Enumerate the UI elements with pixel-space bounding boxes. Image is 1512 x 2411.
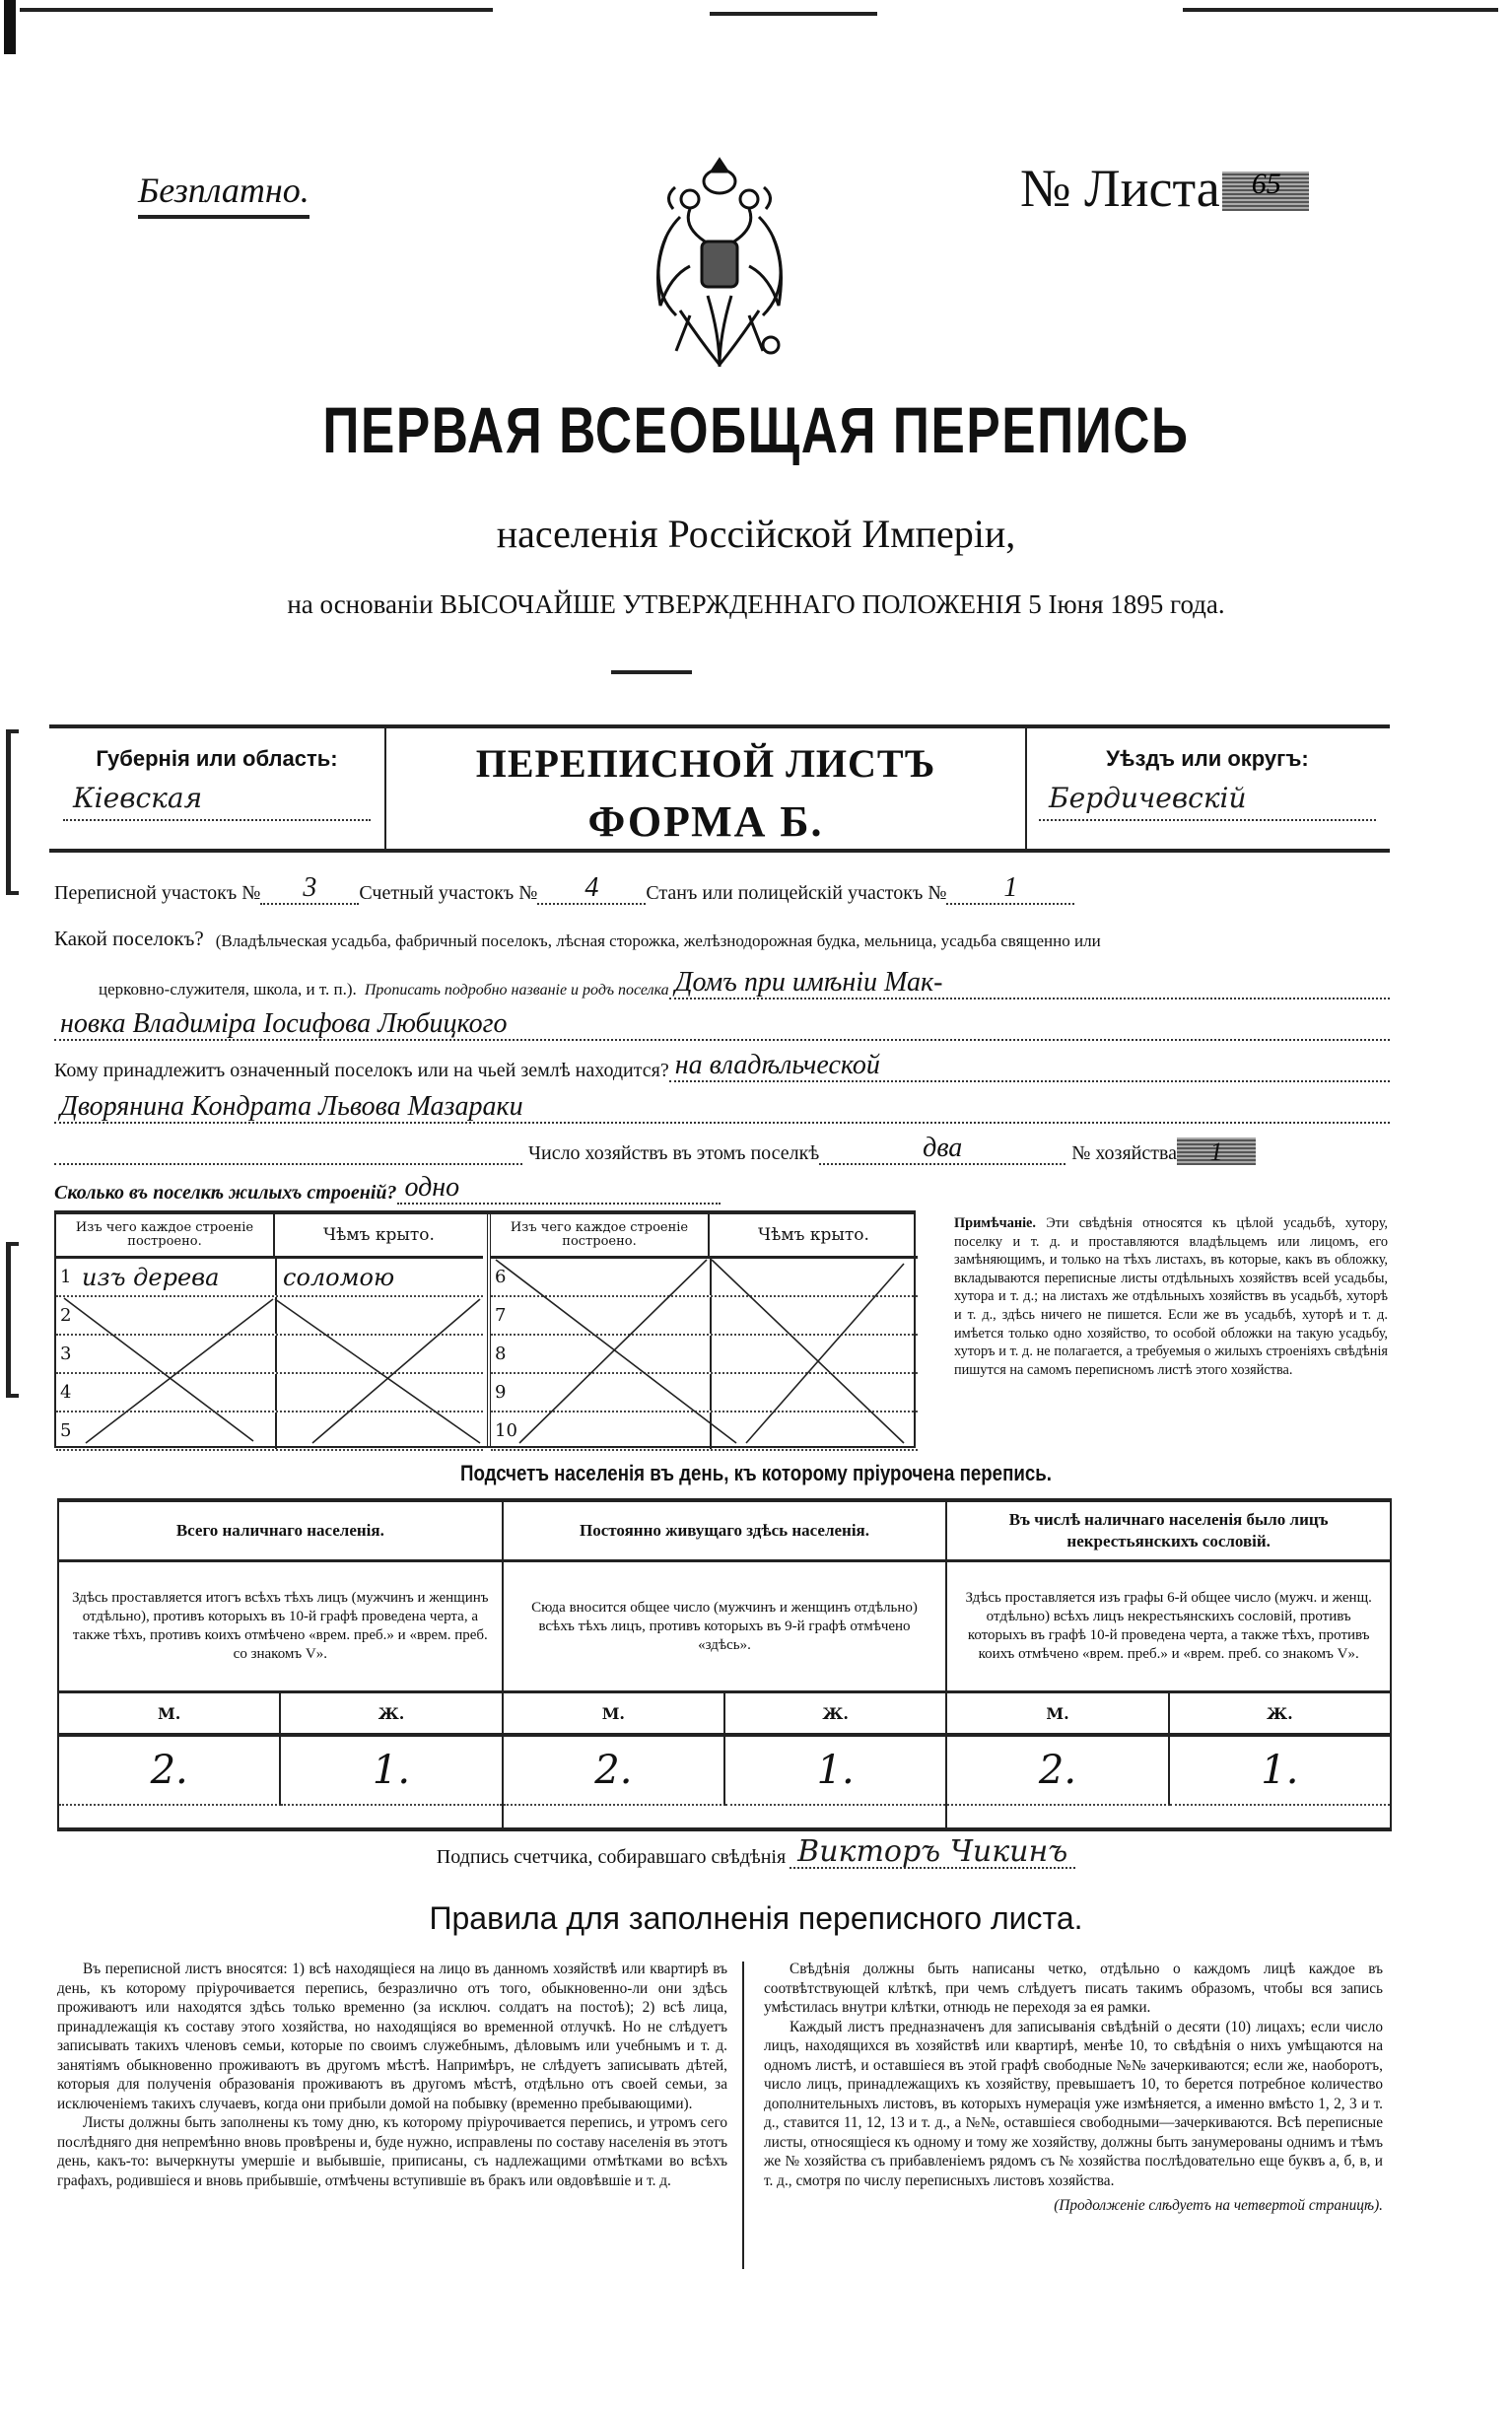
note	[954, 1214, 1388, 1379]
group-head: Постоянно живущаго здѣсь населенія.	[504, 1502, 946, 1562]
building-row	[56, 1374, 483, 1412]
rules-left-column	[57, 1960, 727, 2190]
police-district-label: Станъ или полицейскій участокъ №	[646, 882, 947, 904]
female-count-field[interactable]: 1.	[1170, 1737, 1390, 1806]
households-spacer	[54, 1163, 522, 1165]
household-no-field[interactable]: 1	[1177, 1137, 1256, 1165]
population-count-table	[57, 1498, 1392, 1831]
col-roof: Чѣмъ крыто.	[323, 1225, 435, 1245]
free-label: Безплатно.	[138, 170, 309, 219]
gubernia-block	[49, 728, 384, 849]
settlement-field-2[interactable]: новка Владиміра Іосифова Любицкого	[54, 1009, 1390, 1041]
building-row	[56, 1336, 483, 1374]
roof-field[interactable]	[712, 1336, 918, 1372]
male-label: М.	[59, 1693, 281, 1733]
subtitle: населенія Россійской Имперіи,	[496, 512, 1016, 556]
owner-label: Кому принадлежитъ означенный поселокъ или на чьей землѣ находится?	[54, 1060, 669, 1081]
uezd-field[interactable]: Бердичевскій	[1039, 782, 1376, 821]
form-subtitle: ФОРМА Б.	[587, 797, 824, 846]
building-row	[491, 1336, 918, 1374]
gubernia-label: Губернія или область:	[96, 746, 338, 771]
roof-field[interactable]: соломою	[283, 1263, 395, 1291]
male-count-field[interactable]: 2.	[947, 1737, 1169, 1806]
household-no-label: № хозяйства	[1071, 1142, 1178, 1164]
roof-field[interactable]	[712, 1374, 918, 1411]
district-line	[54, 873, 1390, 905]
count-group-permanent	[504, 1502, 948, 1827]
buildings-table-header	[56, 1214, 483, 1259]
form-title-block	[384, 728, 1027, 849]
male-label: М.	[947, 1693, 1169, 1733]
row-number: 8	[495, 1343, 507, 1364]
roof-field[interactable]	[712, 1412, 918, 1449]
building-row	[491, 1412, 918, 1451]
owner-line	[54, 1051, 1390, 1082]
row-number: 10	[495, 1420, 517, 1441]
uezd-block	[1025, 728, 1390, 849]
row-number: 5	[60, 1420, 72, 1441]
building-row	[491, 1297, 918, 1336]
roof-field[interactable]	[277, 1336, 483, 1372]
rules-paragraph: Въ переписной листъ вносятся: 1) всѣ находящіеся на лицо въ данномъ хозяйствѣ или квартирѣ въ день, къ которому пріурочивается перепись, безразлично отъ того, обыкновенно-ли они здѣсь проживаютъ или находятся здѣсь только временно (за исключ. солдатъ на постоѣ); 2) всѣ лица, принадлежащія къ составу этого хозяйства, но находящіяся во временной отлучкѣ. Но не слѣдуетъ записывать такихъ членовъ семьи, которые по своимъ служебнымъ, дѣловымъ или учебнымъ и т. д. занятіямъ обыкновенно проживаютъ въ другомъ мѣстѣ. Напримѣръ, не слѣдуетъ записывать дѣтей, которыя для полученія образованія проживаютъ въ другомъ мѣстѣ, отдѣльно отъ своей семьи, за исключеніемъ такихъ случаевъ, когда они прибыли домой на побывку (временно пребывающими).	[57, 1961, 727, 2112]
count-group-non-peasant	[947, 1502, 1390, 1827]
note-title: Примѣчаніе.	[954, 1215, 1036, 1231]
scan-edge-corner	[4, 0, 16, 54]
rules-right-column	[764, 1960, 1383, 2216]
material-field[interactable]	[82, 1336, 277, 1372]
settlement-line	[54, 927, 1390, 951]
building-row	[56, 1412, 483, 1451]
police-district-field[interactable]: 1	[946, 873, 1074, 905]
counting-district-field[interactable]: 4	[537, 873, 646, 905]
count-group-total	[59, 1502, 504, 1827]
female-count-field[interactable]: 1.	[725, 1737, 945, 1806]
roof-field[interactable]	[277, 1374, 483, 1411]
material-field[interactable]	[516, 1259, 712, 1295]
settlement-hint-2: церковно-служителя, школа, и т. п.).	[99, 980, 357, 999]
material-field[interactable]	[82, 1412, 277, 1449]
sheet-number-value: 65	[1251, 168, 1281, 200]
building-row	[491, 1259, 918, 1297]
main-title: ПЕРВАЯ ВСЕОБЩАЯ ПЕРЕПИСЬ	[322, 393, 1190, 466]
imperial-eagle-icon	[621, 148, 818, 375]
divider	[611, 670, 692, 674]
census-district-field[interactable]: 3	[260, 873, 359, 905]
settlement-hint: (Владѣльческая усадьба, фабричный поселокъ, лѣсная сторожка, желѣзнодорожная будка, мельница, усадьба священно или	[215, 931, 1101, 950]
buildings-table	[54, 1210, 916, 1448]
building-row	[56, 1259, 483, 1297]
male-count-field[interactable]: 2.	[59, 1737, 281, 1806]
roof-field[interactable]	[277, 1412, 483, 1449]
sheet-number-box	[1222, 168, 1309, 211]
female-label: Ж.	[1267, 1703, 1293, 1723]
households-line	[54, 1134, 1390, 1165]
gubernia-field[interactable]: Кіевская	[63, 782, 371, 821]
rules-paragraph: Каждый листъ предназначенъ для записыванія свѣдѣній о десяти (10) лицахъ; если число лицъ, находящихся въ хозяйствѣ или квартирѣ, менѣе 10, то свѣдѣнія о нихъ умѣщаются на одномъ листѣ, и оставшіеся въ этой графѣ свободные №№ зачеркиваются; если же, наоборотъ, число лицъ, принадлежащихъ къ хозяйству, превышаетъ 10, то берется потребное количество дополнительныхъ листовъ, въ которыхъ нумерація уже измѣняется, а именно вмѣсто 1, 2, 3 и т. д., ставится 11, 12, 13 и т. д., а №№, оставшіеся свободными—зачеркиваются. Всѣ переписные листы, относящіеся къ одному и тому же хозяйству, должны быть занумерованы однимъ и тѣмъ же № хозяйства съ прибавленіемъ рядомъ съ № хозяйства послѣдовательно еще буквъ а, б, в, и т. д., смотря по числу переписныхъ листовъ хозяйства.	[764, 2018, 1383, 2189]
female-label: Ж.	[822, 1703, 849, 1723]
owner-line-2	[54, 1092, 1390, 1124]
uezd-label: Уѣздъ или округъ:	[1106, 746, 1309, 771]
signature-label: Подпись счетчика, собиравшаго свѣдѣнія	[436, 1846, 787, 1868]
note-text: Эти свѣдѣнія относятся къ цѣлой усадьбѣ, хутору, поселку и т. д. и проставляются владѣльцемъ или лицомъ, его замѣняющимъ, и только на тѣхъ листахъ, въ которые, какъ въ обложку, вкладываются переписные листы отдѣльныхъ хозяйствъ всей усадьбы, хутора и т. д.; на листахъ же отдѣльныхъ хозяйствъ въ усадьбѣ, хуторѣ и т. д., здѣсь ничего не пишется. Если же въ усадьбѣ, хуторѣ и т. д. имѣется только одно хозяйство, то особой обложки на такую усадьбу, хуторъ и т. д. не полагается, а требуемыя о жилыхъ строеніяхъ свѣдѣнія пишутся на самомъ переписномъ листѣ этого хозяйства.	[954, 1215, 1389, 1378]
material-field[interactable]	[82, 1297, 277, 1334]
roof-field[interactable]	[712, 1259, 918, 1295]
row-number: 3	[60, 1343, 72, 1364]
buildings-line	[54, 1173, 1390, 1205]
male-count-field[interactable]: 2.	[504, 1737, 725, 1806]
buildings-label: Сколько въ поселкѣ жилыхъ строеній?	[54, 1182, 397, 1204]
count-title: Подсчетъ населенія въ день, къ которому пріурочена перепись.	[460, 1461, 1052, 1485]
material-field[interactable]	[516, 1374, 712, 1411]
row-number: 4	[60, 1382, 72, 1403]
buildings-table-header	[491, 1214, 918, 1259]
counting-district-label: Счетный участокъ №	[359, 882, 538, 904]
settlement-line-3	[54, 1009, 1390, 1041]
form-title: ПЕРЕПИСНОЙ ЛИСТЪ	[475, 741, 936, 786]
households-label: Число хозяйствъ въ этомъ поселкѣ	[528, 1142, 820, 1164]
form-header	[49, 724, 1390, 853]
row-number: 1	[60, 1267, 72, 1287]
building-row	[56, 1297, 483, 1336]
signature-field[interactable]: Викторъ Чикинъ	[790, 1837, 1075, 1869]
material-field[interactable]	[516, 1412, 712, 1449]
row-number: 9	[495, 1382, 507, 1403]
binding-mark	[6, 1242, 19, 1398]
binding-mark	[6, 729, 19, 895]
roof-field[interactable]	[277, 1297, 483, 1334]
group-desc: Здѣсь проставляется итогъ всѣхъ тѣхъ лицъ (мужчинъ и женщинъ отдѣльно), противъ которыхъ въ 10-й графѣ проведена черта, а также тѣхъ, противъ коихъ отмѣчено «врем. преб.» и «врем. преб. со знакомъ V».	[59, 1562, 502, 1693]
signature-line	[0, 1834, 1512, 1869]
roof-field[interactable]	[712, 1297, 918, 1334]
rules-paragraph: Листы должны быть заполнены къ тому дню, къ которому пріурочивается перепись, и утромъ сего послѣдняго дня непремѣнно вновь провѣрены и, буде нужно, исправлены по составу населенія въ этотъ день, какъ-то: вычеркнуты умершіе и выбывшіе, приписаны, съ надлежащими отмѣтками во всѣхъ графахъ, родившіеся и вновь прибывшіе, отмѣчены вступившіе въ бракъ или овдовѣвшіе и т. д.	[57, 2114, 727, 2189]
male-label: М.	[504, 1693, 725, 1733]
group-head: Всего наличнаго населенія.	[59, 1502, 502, 1562]
buildings-table-left	[56, 1214, 483, 1446]
census-district-label: Переписной участокъ №	[54, 882, 261, 904]
sheet-number	[1020, 158, 1309, 219]
continued-note: (Продолженіе слѣдуетъ на четвертой страницѣ).	[1054, 2197, 1383, 2214]
buildings-table-right	[487, 1214, 918, 1446]
female-label: Ж.	[378, 1703, 405, 1723]
building-row	[491, 1374, 918, 1412]
row-number: 7	[495, 1305, 507, 1326]
female-count-field[interactable]: 1.	[281, 1737, 501, 1806]
material-field[interactable]	[516, 1336, 712, 1372]
rules-paragraph: Свѣдѣнія должны быть написаны четко, отдѣльно о каждомъ лицѣ каждое въ соотвѣтствующей клѣткѣ, при чемъ слѣдуетъ писать такимъ образомъ, чтобы вся запись умѣстилась внутри клѣтки, отнюдь не переходя за ея рамки.	[764, 1961, 1383, 2016]
col-material: Изъ чего каждое строеніе построено.	[491, 1214, 710, 1256]
settlement-field-1[interactable]: Домъ при имѣніи Мак-	[669, 968, 1390, 999]
settlement-line-2	[99, 968, 1390, 999]
sheet-number-label: № Листа	[1020, 159, 1220, 218]
col-material: Изъ чего каждое строеніе построено.	[56, 1214, 275, 1256]
row-number: 2	[60, 1305, 72, 1326]
row-number: 6	[495, 1267, 507, 1287]
material-field[interactable]	[516, 1297, 712, 1334]
scan-edge-top	[0, 0, 1512, 30]
households-field[interactable]: два	[819, 1134, 1065, 1165]
group-head: Въ числѣ наличнаго населенія было лицъ некрестьянскихъ сословій.	[947, 1502, 1390, 1562]
rules-title: Правила для заполненія переписного листа.	[429, 1900, 1083, 1936]
material-field[interactable]: изъ дерева	[82, 1259, 277, 1295]
settlement-hint-italic: Прописать подробно названіе и родъ поселка	[364, 982, 669, 999]
buildings-field[interactable]: одно	[397, 1173, 721, 1205]
group-desc: Здѣсь проставляется изъ графы 6-й общее число (мужч. и женщ. отдѣльно) всѣхъ лицъ некрестьянскихъ сословій, противъ которыхъ въ графѣ 10-й проведена черта, а также тѣхъ, противъ коихъ отмѣчено «врем. преб.» и «врем. преб. со знакомъ V».	[947, 1562, 1390, 1693]
owner-field-1[interactable]: на владѣльческой	[669, 1051, 1390, 1082]
col-roof: Чѣмъ крыто.	[758, 1225, 869, 1245]
decree-line: на основаніи ВЫСОЧАЙШЕ УТВЕРЖДЕННАГО ПОЛОЖЕНІЯ 5 Іюня 1895 года.	[287, 589, 1225, 619]
settlement-label: Какой поселокъ?	[54, 927, 204, 950]
material-field[interactable]	[82, 1374, 277, 1411]
owner-field-2[interactable]: Дворянина Кондрата Львова Мазараки	[54, 1092, 1390, 1124]
column-divider	[742, 1962, 744, 2269]
group-desc: Сюда вносится общее число (мужчинъ и женщинъ отдѣльно) всѣхъ тѣхъ лицъ, противъ которыхъ въ 9-й графѣ отмѣчено «здѣсь».	[504, 1562, 946, 1693]
